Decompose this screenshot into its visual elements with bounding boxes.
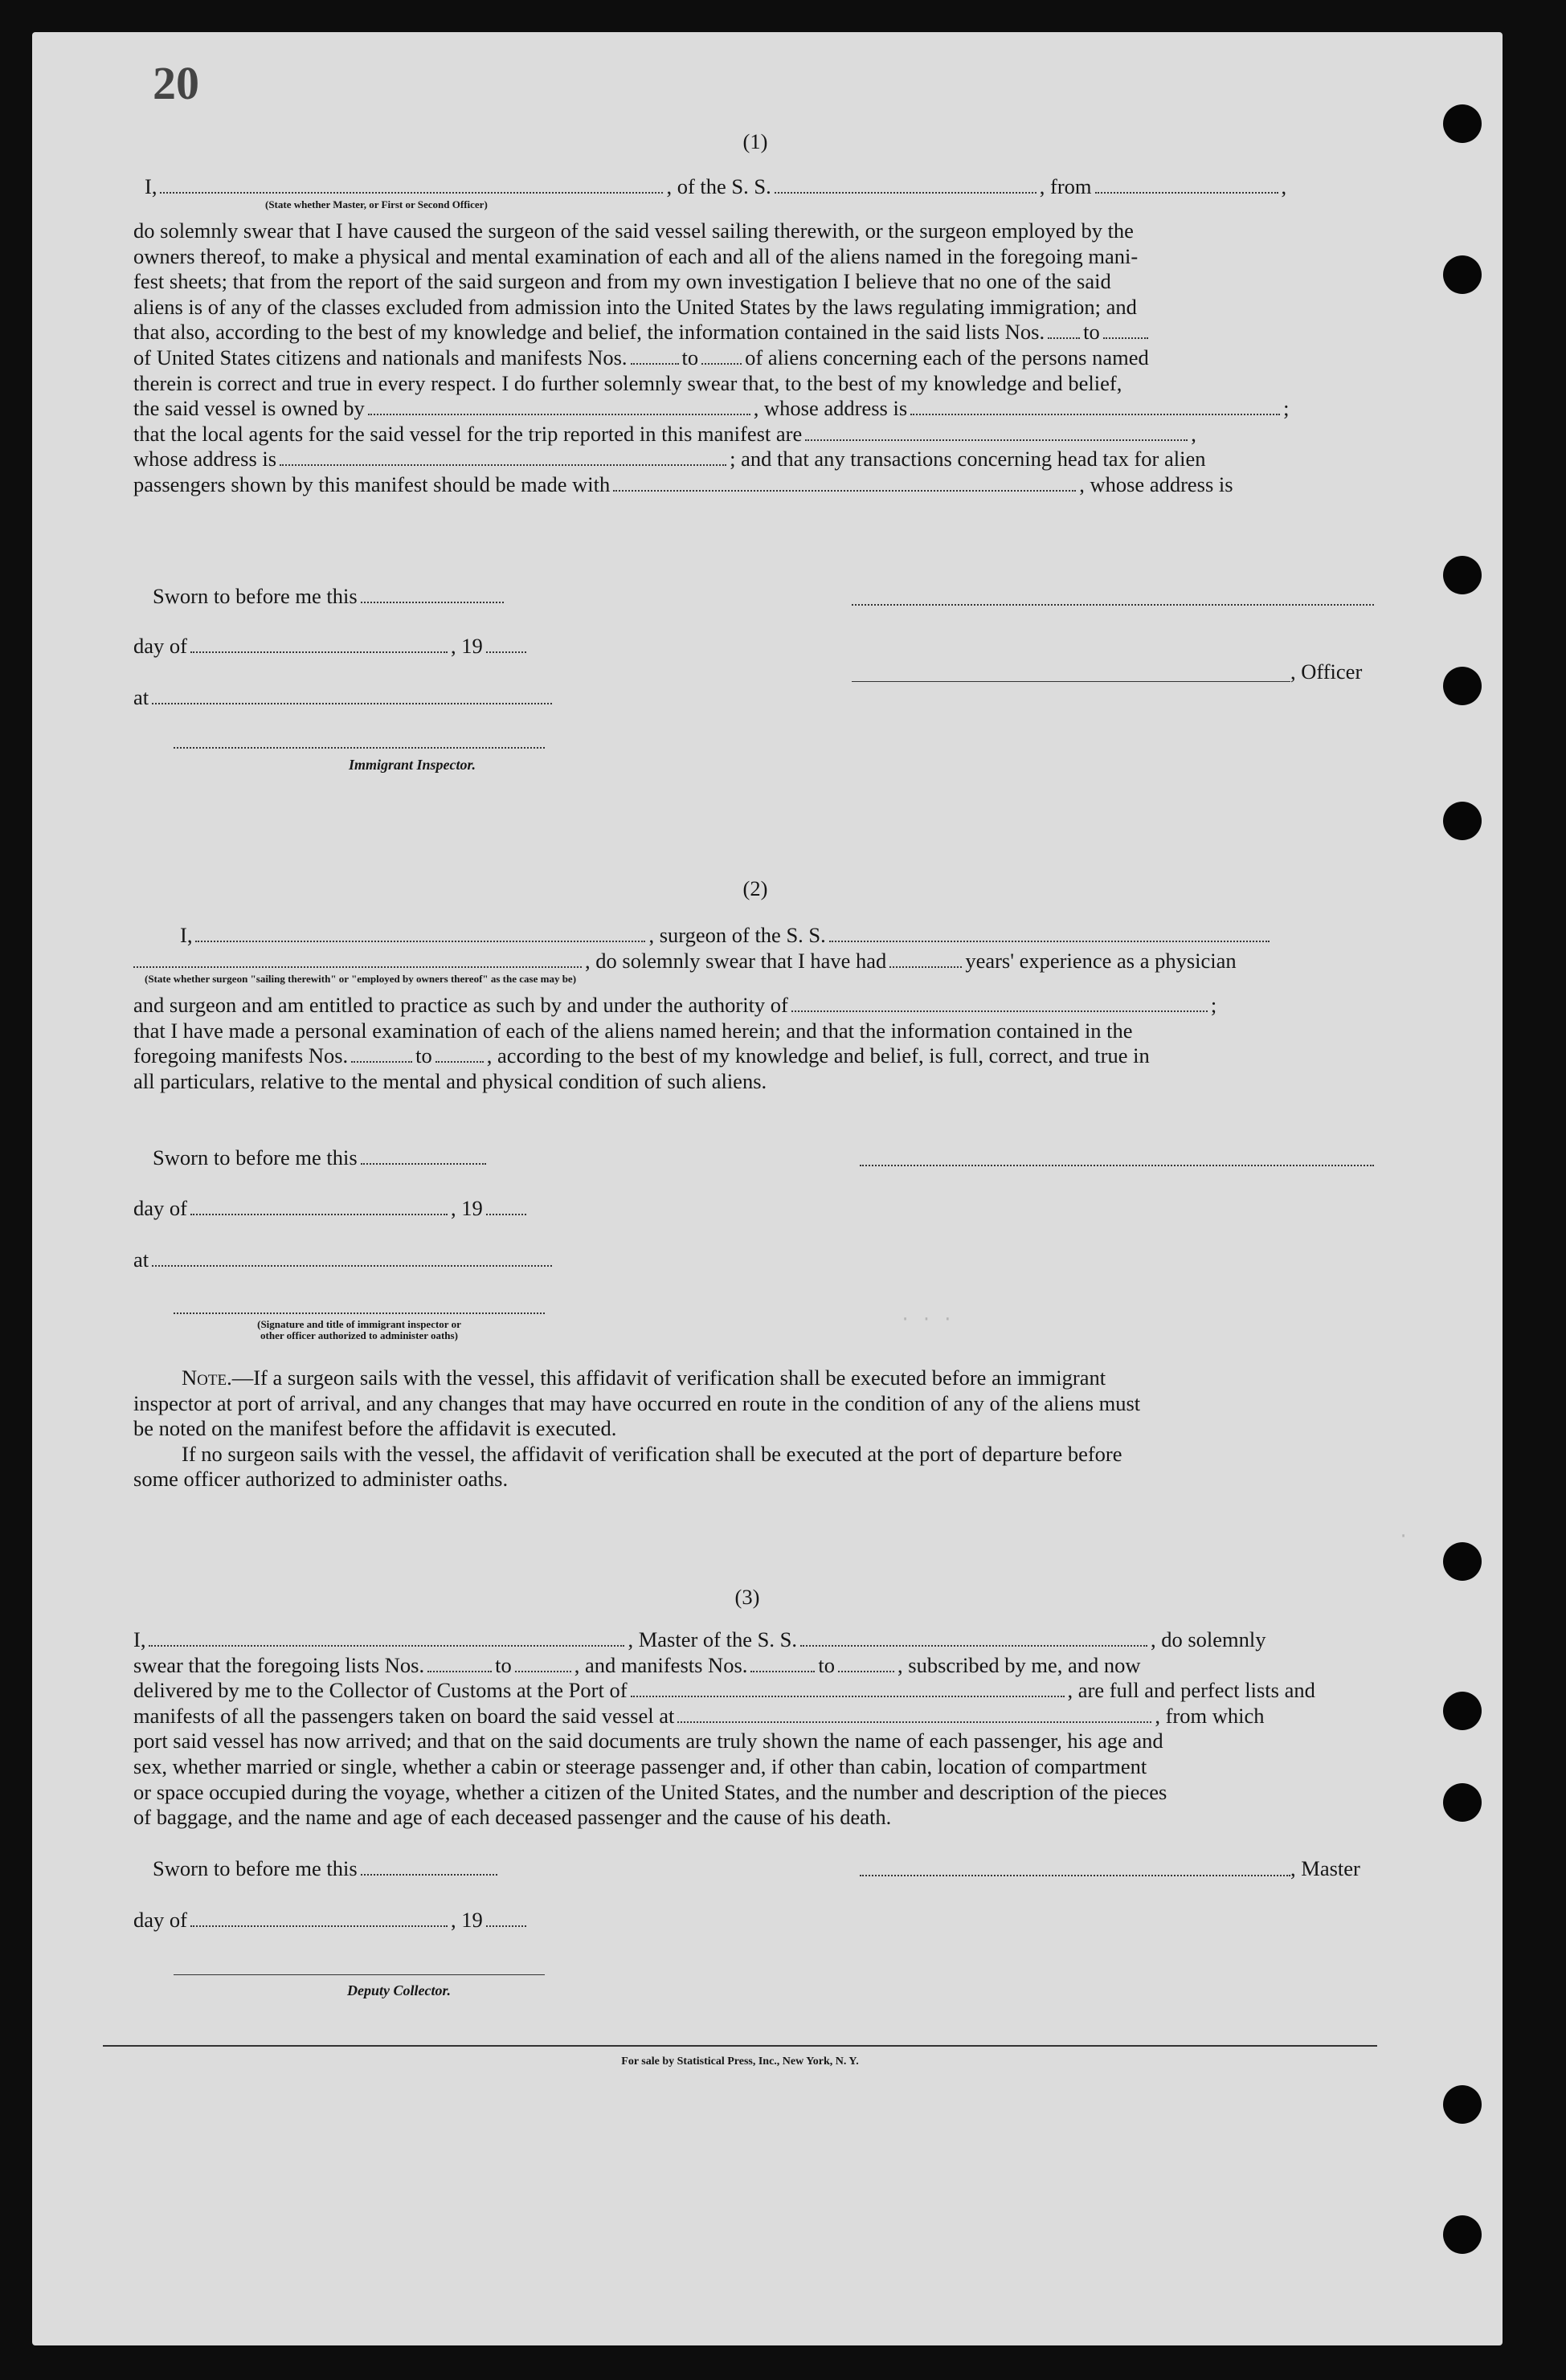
section-2-line-2: , do solemnly swear that I have had years' experience as a physician <box>133 948 1237 974</box>
manifests-from-blank[interactable] <box>631 345 679 365</box>
punch-hole <box>1443 802 1482 840</box>
sworn-date-blank[interactable] <box>361 584 504 603</box>
section-2-at: at <box>133 1247 555 1272</box>
lists-to-blank[interactable] <box>1103 320 1148 339</box>
master-vessel-blank[interactable] <box>800 1627 1147 1647</box>
section-2-day-of: day of , 19 <box>133 1195 529 1221</box>
officer-signature-line[interactable] <box>852 681 1290 682</box>
section-1-at: at <box>133 684 555 710</box>
section-2-number: (2) <box>742 876 768 900</box>
signature-title-note: (Signature and title of immigrant inspector or other officer authorized to administer oaths) <box>257 1318 461 1341</box>
section-1-number: (1) <box>742 129 768 153</box>
signature-line[interactable] <box>852 604 1374 606</box>
port-of-blank[interactable] <box>631 1678 1065 1697</box>
master-sworn-date-blank[interactable] <box>361 1856 497 1876</box>
surgeon-name-blank[interactable] <box>195 923 645 942</box>
section-1-officer-note: (State whether Master, or First or Second Officer) <box>265 198 488 210</box>
master-day-of-blank[interactable] <box>190 1908 448 1927</box>
master-name-blank[interactable] <box>149 1627 624 1647</box>
master-label: , Master <box>1290 1856 1360 1880</box>
authorized-officer-signature-line[interactable] <box>174 1312 545 1314</box>
inspector-signature-line[interactable] <box>174 747 545 749</box>
master-lists-from-blank[interactable] <box>427 1653 492 1672</box>
section-3-sworn: Sworn to before me this <box>153 1855 501 1881</box>
surgeon-vessel-blank[interactable] <box>829 923 1270 942</box>
master-lists-to-blank[interactable] <box>515 1653 571 1672</box>
bleed-through-mark: · <box>1398 1526 1409 1546</box>
manifests-to-blank[interactable] <box>701 345 742 365</box>
section-1-day-of: day of , 19 <box>133 633 529 659</box>
surgeon-sworn-date-blank[interactable] <box>361 1145 486 1165</box>
inspector-label: Immigrant Inspector. <box>349 757 476 773</box>
section-3-number: (3) <box>734 1585 760 1609</box>
section-2-surgeon-note: (State whether surgeon "sailing therewith" or "employed by owners thereof" as the case may be) <box>145 973 577 985</box>
punch-hole <box>1443 2085 1482 2124</box>
punch-hole <box>1443 1542 1482 1581</box>
head-tax-blank[interactable] <box>613 472 1076 492</box>
authority-blank[interactable] <box>791 993 1208 1012</box>
officer-label: , Officer <box>1290 659 1363 684</box>
footer-imprint: For sale by Statistical Press, Inc., New York, N. Y. <box>621 2055 859 2068</box>
surgeon-manifests-to-blank[interactable] <box>435 1043 484 1063</box>
master-signature-line[interactable] <box>860 1875 1290 1876</box>
boarding-port-blank[interactable] <box>677 1704 1151 1723</box>
from-port-blank[interactable] <box>1095 174 1278 194</box>
punch-hole <box>1443 255 1482 294</box>
punch-hole <box>1443 2215 1482 2254</box>
section-2-body: and surgeon and am entitled to practice as such by and under the authority of ; that I have made a personal examination of each of the aliens named herein; and that the information contained in the foregoing manifests Nos. to , according to the best of my knowledge and belief, is full, correct, and true in all particulars, relative to the mental and physical condition of such aliens. <box>133 993 1217 1093</box>
section-1-body: do solemnly swear that I have caused the surgeon of the said vessel sailing therewith, or the surgeon employed by the owners thereof, to make a physical and mental examination of each and all of the aliens named in the foregoing mani- fest sheets; that from the report of the said surgeon and from my own investigation I believe that no one of the said aliens is of any of the classes excluded from admission into the United States by the laws regulating immigration; and that also, according to the best of my knowledge and belief, the information contained in the said lists Nos. to of United States citizens and nationals and manifests Nos. to of aliens concerning each of the persons named therein is correct and true in every respect. I do further solemnly swear that, to the best of my knowledge and belief, the said vessel is owned by , whose address is ; that the local agents for the said vessel for the trip reported in this manifest are , whose address is ; and that any transactions concerning head tax for alien passengers shown by this manifest should be made with , whose address is <box>133 218 1290 496</box>
section-1-line-1: I, , of the S. S. , from , <box>145 174 1287 198</box>
master-manifests-from-blank[interactable] <box>750 1653 815 1672</box>
punch-hole <box>1443 667 1482 705</box>
punch-hole <box>1443 556 1482 594</box>
surgeon-day-of-blank[interactable] <box>190 1196 448 1215</box>
deputy-collector-label: Deputy Collector. <box>347 1982 451 1998</box>
master-year-blank[interactable] <box>486 1908 526 1927</box>
years-experience-blank[interactable] <box>889 949 962 968</box>
handwritten-page-number: 20 <box>153 57 199 109</box>
section-2-sworn: Sworn to before me this <box>153 1145 489 1170</box>
owner-address-blank[interactable] <box>910 396 1280 415</box>
surgeon-year-blank[interactable] <box>486 1196 526 1215</box>
section-3-day-of: day of , 19 <box>133 1907 529 1933</box>
owner-blank[interactable] <box>368 396 750 415</box>
agents-blank[interactable] <box>805 422 1188 441</box>
punch-hole <box>1443 104 1482 143</box>
agents-address-blank[interactable] <box>280 447 726 466</box>
section-3-body: I, , Master of the S. S. , do solemnly swear that the foregoing lists Nos. to , and manifests Nos. to , subscribed by me, and now delivered by me to the Collector of Customs at the Port of , are full and perfect lists and manifests of all the passengers taken on board the said vessel at , from which port said vessel has now arrived; and that on the said documents are truly shown the name of each passenger, his age and sex, whether married or single, whether a cabin or steerage passenger and, if other than cabin, location of compartment or space occupied during the voyage, whether a citizen of the United States, and the number and description of the pieces of baggage, and the name and age of each deceased passenger and the cause of his death. <box>133 1627 1315 1830</box>
punch-hole <box>1443 1783 1482 1822</box>
section-2-note: Note.—If a surgeon sails with the vessel, this affidavit of verification shall be executed before an immigrant inspector at port of arrival, and any changes that may have occurred en route in the condition of any of the aliens must be noted on the manifest before the affidavit is executed. If no surgeon sails with the vessel, the affidavit of verification shall be executed at the port of departure before some officer authorized to administer oaths. <box>133 1366 1141 1492</box>
surgeon-manifests-from-blank[interactable] <box>351 1043 412 1063</box>
footer-rule <box>103 2045 1377 2047</box>
surgeon-at-place-blank[interactable] <box>152 1247 552 1267</box>
section-2-line-1: I, , surgeon of the S. S. <box>180 922 1273 948</box>
year-blank[interactable] <box>486 634 526 653</box>
collector-signature-line[interactable] <box>174 1974 545 1975</box>
at-place-blank[interactable] <box>152 685 552 704</box>
surgeon-signature-line[interactable] <box>860 1165 1374 1166</box>
manifest-page <box>32 32 1503 2345</box>
master-manifests-to-blank[interactable] <box>838 1653 894 1672</box>
section-1-sworn: Sworn to before me this <box>153 583 507 609</box>
vessel-name-blank[interactable] <box>775 174 1037 194</box>
surgeon-status-blank[interactable] <box>133 949 582 968</box>
note-label: Note. <box>182 1366 232 1390</box>
master-officer-blank[interactable] <box>160 174 663 194</box>
lists-from-blank[interactable] <box>1048 320 1080 339</box>
bleed-through-mark: · · · <box>900 1309 954 1329</box>
punch-hole <box>1443 1692 1482 1730</box>
day-of-blank[interactable] <box>190 634 448 653</box>
